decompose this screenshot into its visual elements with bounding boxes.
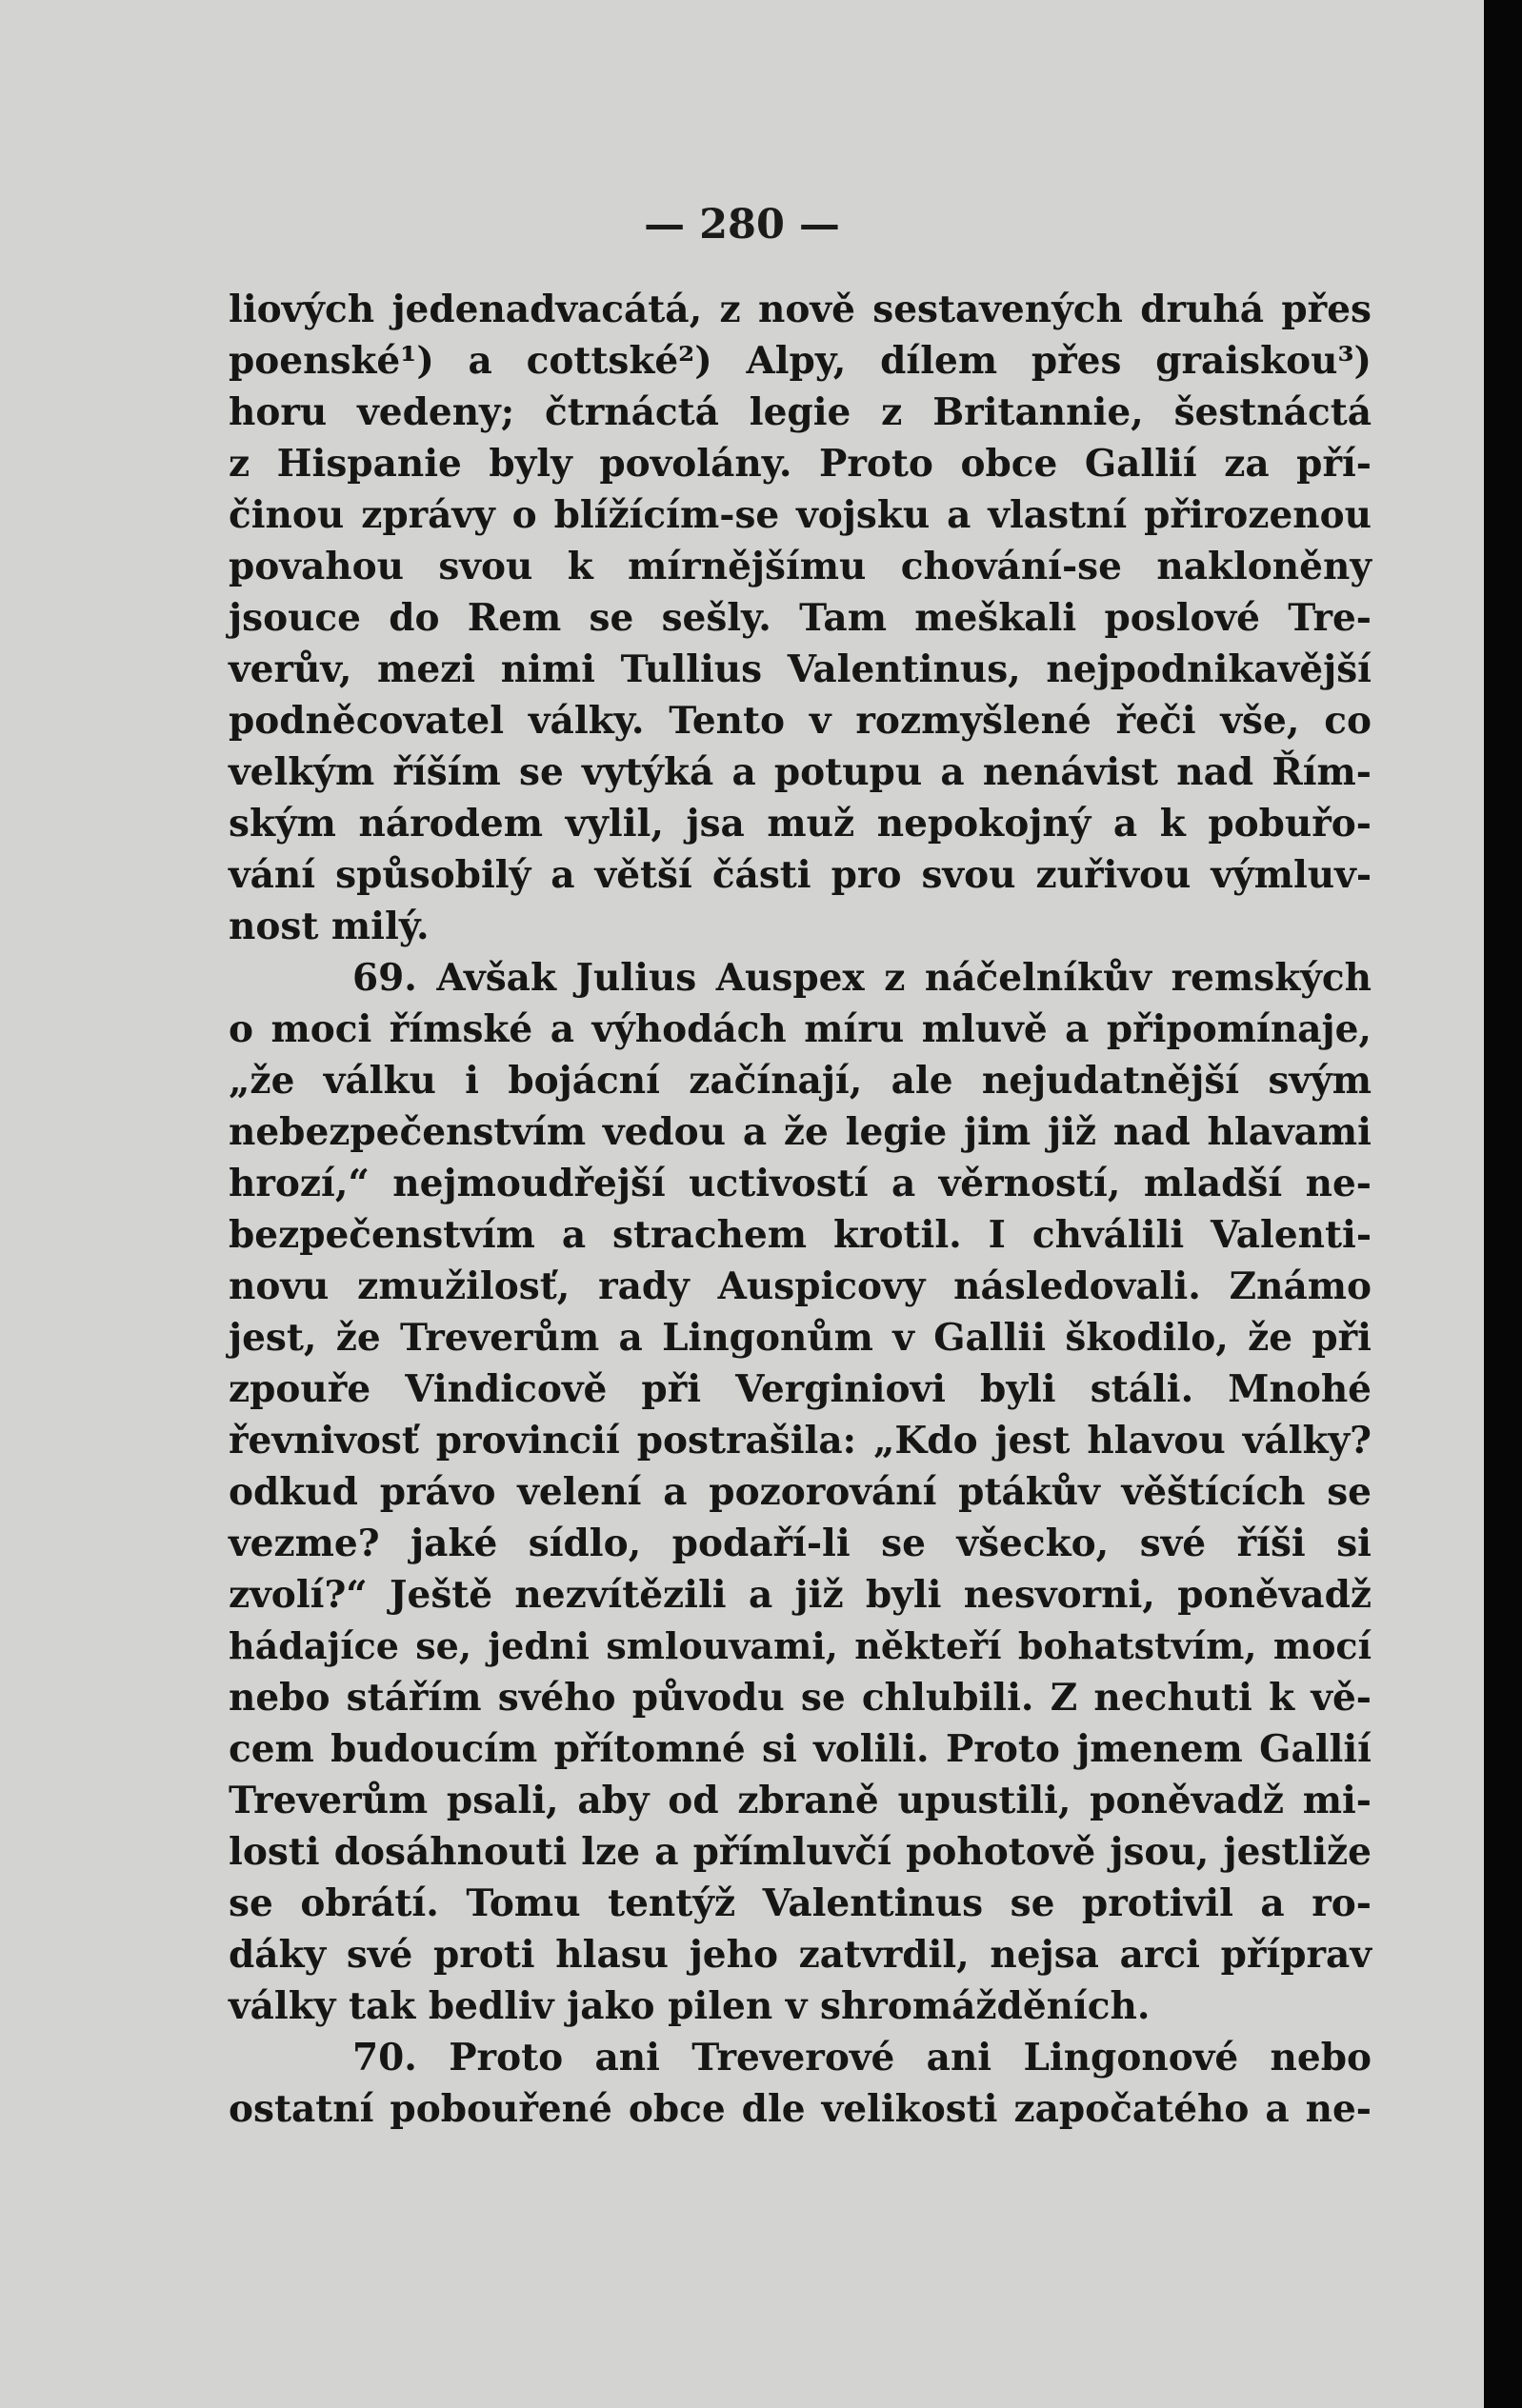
text-line: ským národem vylil, jsa muž nepokojný a k pobuřo-: [229, 802, 1372, 846]
text-line: z Hispanie byly povolány. Proto obce Gallií za pří-: [229, 442, 1372, 486]
text-line: velkým říším se vytýká a potupu a nenávist nad Řím-: [229, 750, 1372, 794]
text-line: nebezpečenstvím vedou a že legie jim již nad hlavami: [229, 1110, 1372, 1154]
text-line: Treverům psali, aby od zbraně upustili, poněvadž mi-: [229, 1779, 1372, 1822]
text-line: hádajíce se, jedni smlouvami, někteří bohatstvím, mocí: [229, 1624, 1372, 1667]
scan-dark-edge: [1484, 0, 1522, 2408]
text-line: činou zprávy o blížícím-se vojsku a vlastní přirozenou: [229, 493, 1372, 537]
text-line: nebo stářím svého původu se chlubili. Z nechuti k vě-: [229, 1676, 1372, 1720]
text-line: řevnivosť provincií postrašila: „Kdo jest hlavou války?: [229, 1419, 1372, 1463]
paragraph-start-line: 70. Proto ani Treverové ani Lingonové nebo: [352, 2036, 1372, 2080]
paragraph-start-line: 69. Avšak Julius Auspex z náčelníkův remských: [352, 956, 1372, 1000]
text-line: jest, že Treverům a Lingonům v Gallii škodilo, že při: [229, 1316, 1372, 1360]
page-number: — 280 —: [644, 201, 840, 249]
text-line: války tak bedliv jako pilen v shromážděních.: [229, 1984, 1151, 2028]
text-line: zvolí?“ Ještě nezvítězili a již byli nesvorni, poněvadž: [229, 1573, 1372, 1617]
text-line: dáky své proti hlasu jeho zatvrdil, nejsa arci příprav: [229, 1933, 1372, 1977]
text-line: losti dosáhnouti lze a přímluvčí pohotově jsou, jestliže: [229, 1830, 1372, 1874]
text-line: novu zmužilosť, rady Auspicovy následovali. Známo: [229, 1264, 1372, 1308]
text-line: verův, mezi nimi Tullius Valentinus, nejpodnikavější: [229, 647, 1372, 691]
text-line: o moci římské a výhodách míru mluvě a připomínaje,: [229, 1007, 1372, 1051]
body-text: [229, 284, 1372, 2135]
text-line: povahou svou k mírnějšímu chování-se nakloněny: [229, 545, 1372, 588]
text-line: poenské¹) a cottské²) Alpy, dílem přes graiskou³): [229, 339, 1372, 383]
text-line: „že válku i bojácní začínají, ale nejudatnější svým: [229, 1059, 1372, 1103]
text-line: vání spůsobilý a větší části pro svou zuřivou výmluv-: [229, 853, 1372, 897]
text-line: nost milý.: [229, 905, 430, 948]
text-line: zpouře Vindicově při Verginiovi byli stáli. Mnohé: [229, 1367, 1372, 1411]
text-line: vezme? jaké sídlo, podaří-li se všecko, své říši si: [229, 1522, 1372, 1565]
text-line: bezpečenstvím a strachem krotil. I chválili Valenti-: [229, 1213, 1372, 1257]
text-line: hrozí,“ nejmoudřejší uctivostí a věrností, mladší ne-: [229, 1162, 1372, 1205]
text-line: horu vedeny; čtrnáctá legie z Britannie, šestnáctá: [229, 390, 1372, 434]
text-line: se obrátí. Tomu tentýž Valentinus se protivil a ro-: [229, 1881, 1372, 1925]
text-line: liových jedenadvacátá, z nově sestavených druhá přes: [229, 288, 1372, 331]
text-line: ostatní pobouřené obce dle velikosti započatého a ne-: [229, 2087, 1372, 2131]
text-line: podněcovatel války. Tento v rozmyšlené řeči vše, co: [229, 699, 1372, 743]
text-line: odkud právo velení a pozorování ptákův věštících se: [229, 1470, 1372, 1514]
text-line: cem budoucím přítomné si volili. Proto jmenem Gallií: [229, 1727, 1372, 1771]
text-line: jsouce do Rem se sešly. Tam meškali poslové Tre-: [229, 596, 1372, 640]
